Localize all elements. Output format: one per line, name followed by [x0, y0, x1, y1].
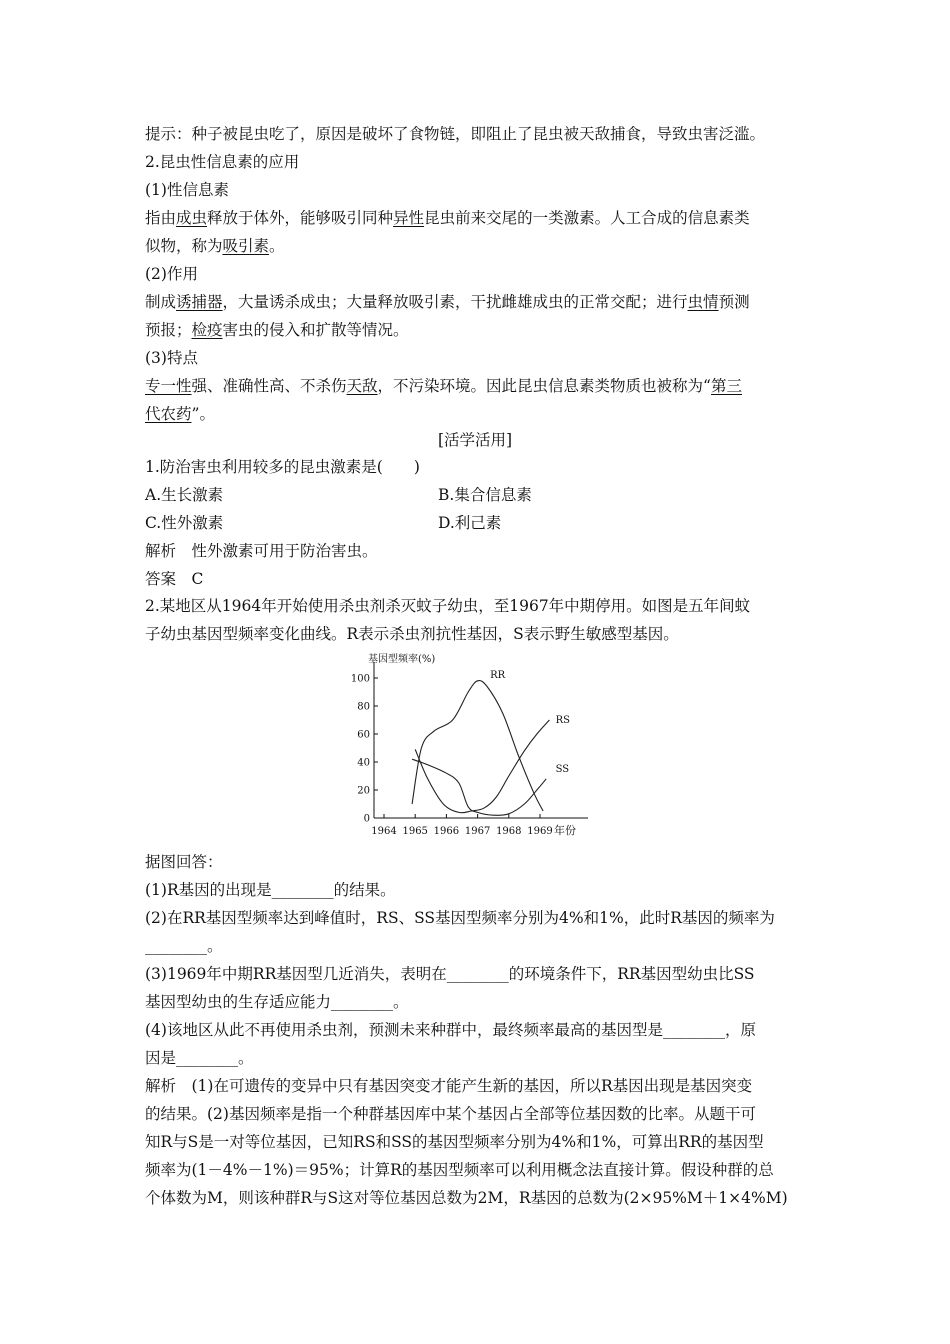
series-line-rr	[412, 681, 543, 811]
y-tick-label: 80	[357, 701, 370, 713]
q1-answer: 答案 C	[145, 570, 204, 588]
x-tick-label: 1966	[433, 826, 460, 837]
series-label-rr: RR	[490, 670, 506, 681]
q1-analysis: 解析 性外激素可用于防治害虫。	[145, 542, 378, 560]
q2-analysis-line: 频率为(1－4%－1%)＝95%；计算R的基因型频率可以利用概念法直接计算。假设种群的总	[145, 1161, 774, 1179]
q2-stem-line: 2.某地区从1964年开始使用杀虫剂杀灭蚊子幼虫，至1967年中期停用。如图是五年间蚊	[145, 597, 751, 615]
genotype-frequency-chart	[338, 648, 608, 844]
x-tick-label: 1968	[496, 826, 522, 837]
paragraph-line: 代农药”。	[145, 405, 215, 423]
practice-heading: [活学活用]	[437, 431, 513, 449]
q2-prompt: 据图回答：	[145, 853, 223, 871]
q1-option-d: D.利己素	[438, 514, 502, 532]
paragraph-line: 制成诱捕器，大量诱杀成虫；大量释放吸引素，干扰雌雄成虫的正常交配；进行虫情预测	[145, 293, 750, 311]
q1-option-c: C.性外激素	[145, 514, 224, 532]
blank-answer-adult: 成虫	[176, 209, 208, 227]
q2-part1: (1)R基因的出现是________的结果。	[145, 881, 396, 899]
blank-answer-pesticide: 代农药	[145, 405, 192, 423]
x-tick-label: 1964	[371, 826, 397, 837]
q2-analysis-line: 知R与S是一对等位基因，已知RS和SS的基因型频率分别为4%和1%，可算出RR的基因型	[145, 1133, 764, 1151]
blank-answer-third-gen: 第三	[710, 377, 742, 395]
blank-answer-quarantine: 检疫	[191, 321, 223, 339]
q2-stem-line: 子幼虫基因型频率变化曲线。R表示杀虫剂抗性基因，S表示野生敏感型基因。	[145, 625, 679, 643]
q1-stem: 1.防治害虫利用较多的昆虫激素是( )	[145, 458, 420, 476]
y-tick-label: 60	[357, 729, 370, 741]
blank-answer-pest-status: 虫情	[687, 293, 719, 311]
x-tick-label: 1967	[464, 826, 491, 837]
y-axis-label: 基因型频率(%)	[368, 654, 436, 665]
y-tick-label: 20	[357, 785, 370, 797]
q2-part4-line: 因是________。	[145, 1049, 254, 1067]
q2-analysis-line: 解析 (1)在可遗传的变异中只有基因突变才能产生新的基因，所以R基因出现是基因突变	[145, 1077, 753, 1095]
y-tick-label: 100	[350, 673, 370, 685]
x-tick-label: 1969	[527, 826, 553, 837]
paragraph-line: 预报；检疫害虫的侵入和扩散等情况。	[145, 321, 409, 339]
subsection-title-2: (2)作用	[145, 265, 198, 283]
q2-part2-line: (2)在RR基因型频率达到峰值时，RS、SS基因型频率分别为4%和1%，此时R基因的频率为	[145, 909, 775, 927]
q2-analysis-line: 个体数为M，则该种群R与S这对等位基因总数为2M，R基因的总数为(2×95%M＋1×4%M)	[145, 1189, 788, 1207]
paragraph-line: 专一性强、准确性高、不杀伤天敌，不污染环境。因此昆虫信息素类物质也被称为“第三	[145, 377, 742, 395]
section-title: 2.昆虫性信息素的应用	[145, 153, 300, 171]
x-axis-label: 年份	[554, 824, 576, 837]
y-tick-label: 40	[357, 757, 370, 769]
x-tick-label: 1965	[402, 826, 428, 837]
q2-part3-line: (3)1969年中期RR基因型几近消失，表明在________的环境条件下，RR基因型幼虫比SS	[145, 965, 755, 983]
q1-option-b: B.集合信息素	[438, 486, 532, 504]
q2-part3-line: 基因型幼虫的生存适应能力________。	[145, 993, 409, 1011]
q1-option-a: A.生长激素	[145, 486, 224, 504]
blank-answer-attractant: 吸引素	[222, 237, 270, 255]
y-tick-label: 0	[363, 813, 370, 825]
blank-answer-trap: 诱捕器	[176, 293, 223, 311]
q2-part4-line: (4)该地区从此不再使用杀虫剂，预测未来种群中，最终频率最高的基因型是________，原	[145, 1021, 756, 1039]
q2-part2-line: ________。	[145, 937, 223, 955]
q2-analysis-line: 的结果。(2)基因频率是指一个种群基因库中某个基因占全部等位基因数的比率。从题干可	[145, 1105, 756, 1123]
paragraph-line: 似物，称为吸引素。	[145, 237, 285, 255]
blank-answer-specificity: 专一性	[145, 377, 192, 395]
series-label-rs: RS	[555, 714, 570, 726]
blank-answer-opposite-sex: 异性	[393, 209, 425, 227]
subsection-title-3: (3)特点	[145, 349, 198, 367]
paragraph-line: 指由成虫释放于体外，能够吸引同种异性昆虫前来交尾的一类激素。人工合成的信息素类	[145, 209, 750, 227]
blank-answer-natural-enemy: 天敌	[346, 377, 378, 395]
subsection-title-1: (1)性信息素	[145, 181, 229, 199]
hint-line: 提示：种子被昆虫吃了，原因是破坏了食物链，即阻止了昆虫被天敌捕食，导致虫害泛滥。	[145, 125, 766, 143]
series-label-ss: SS	[555, 763, 570, 775]
